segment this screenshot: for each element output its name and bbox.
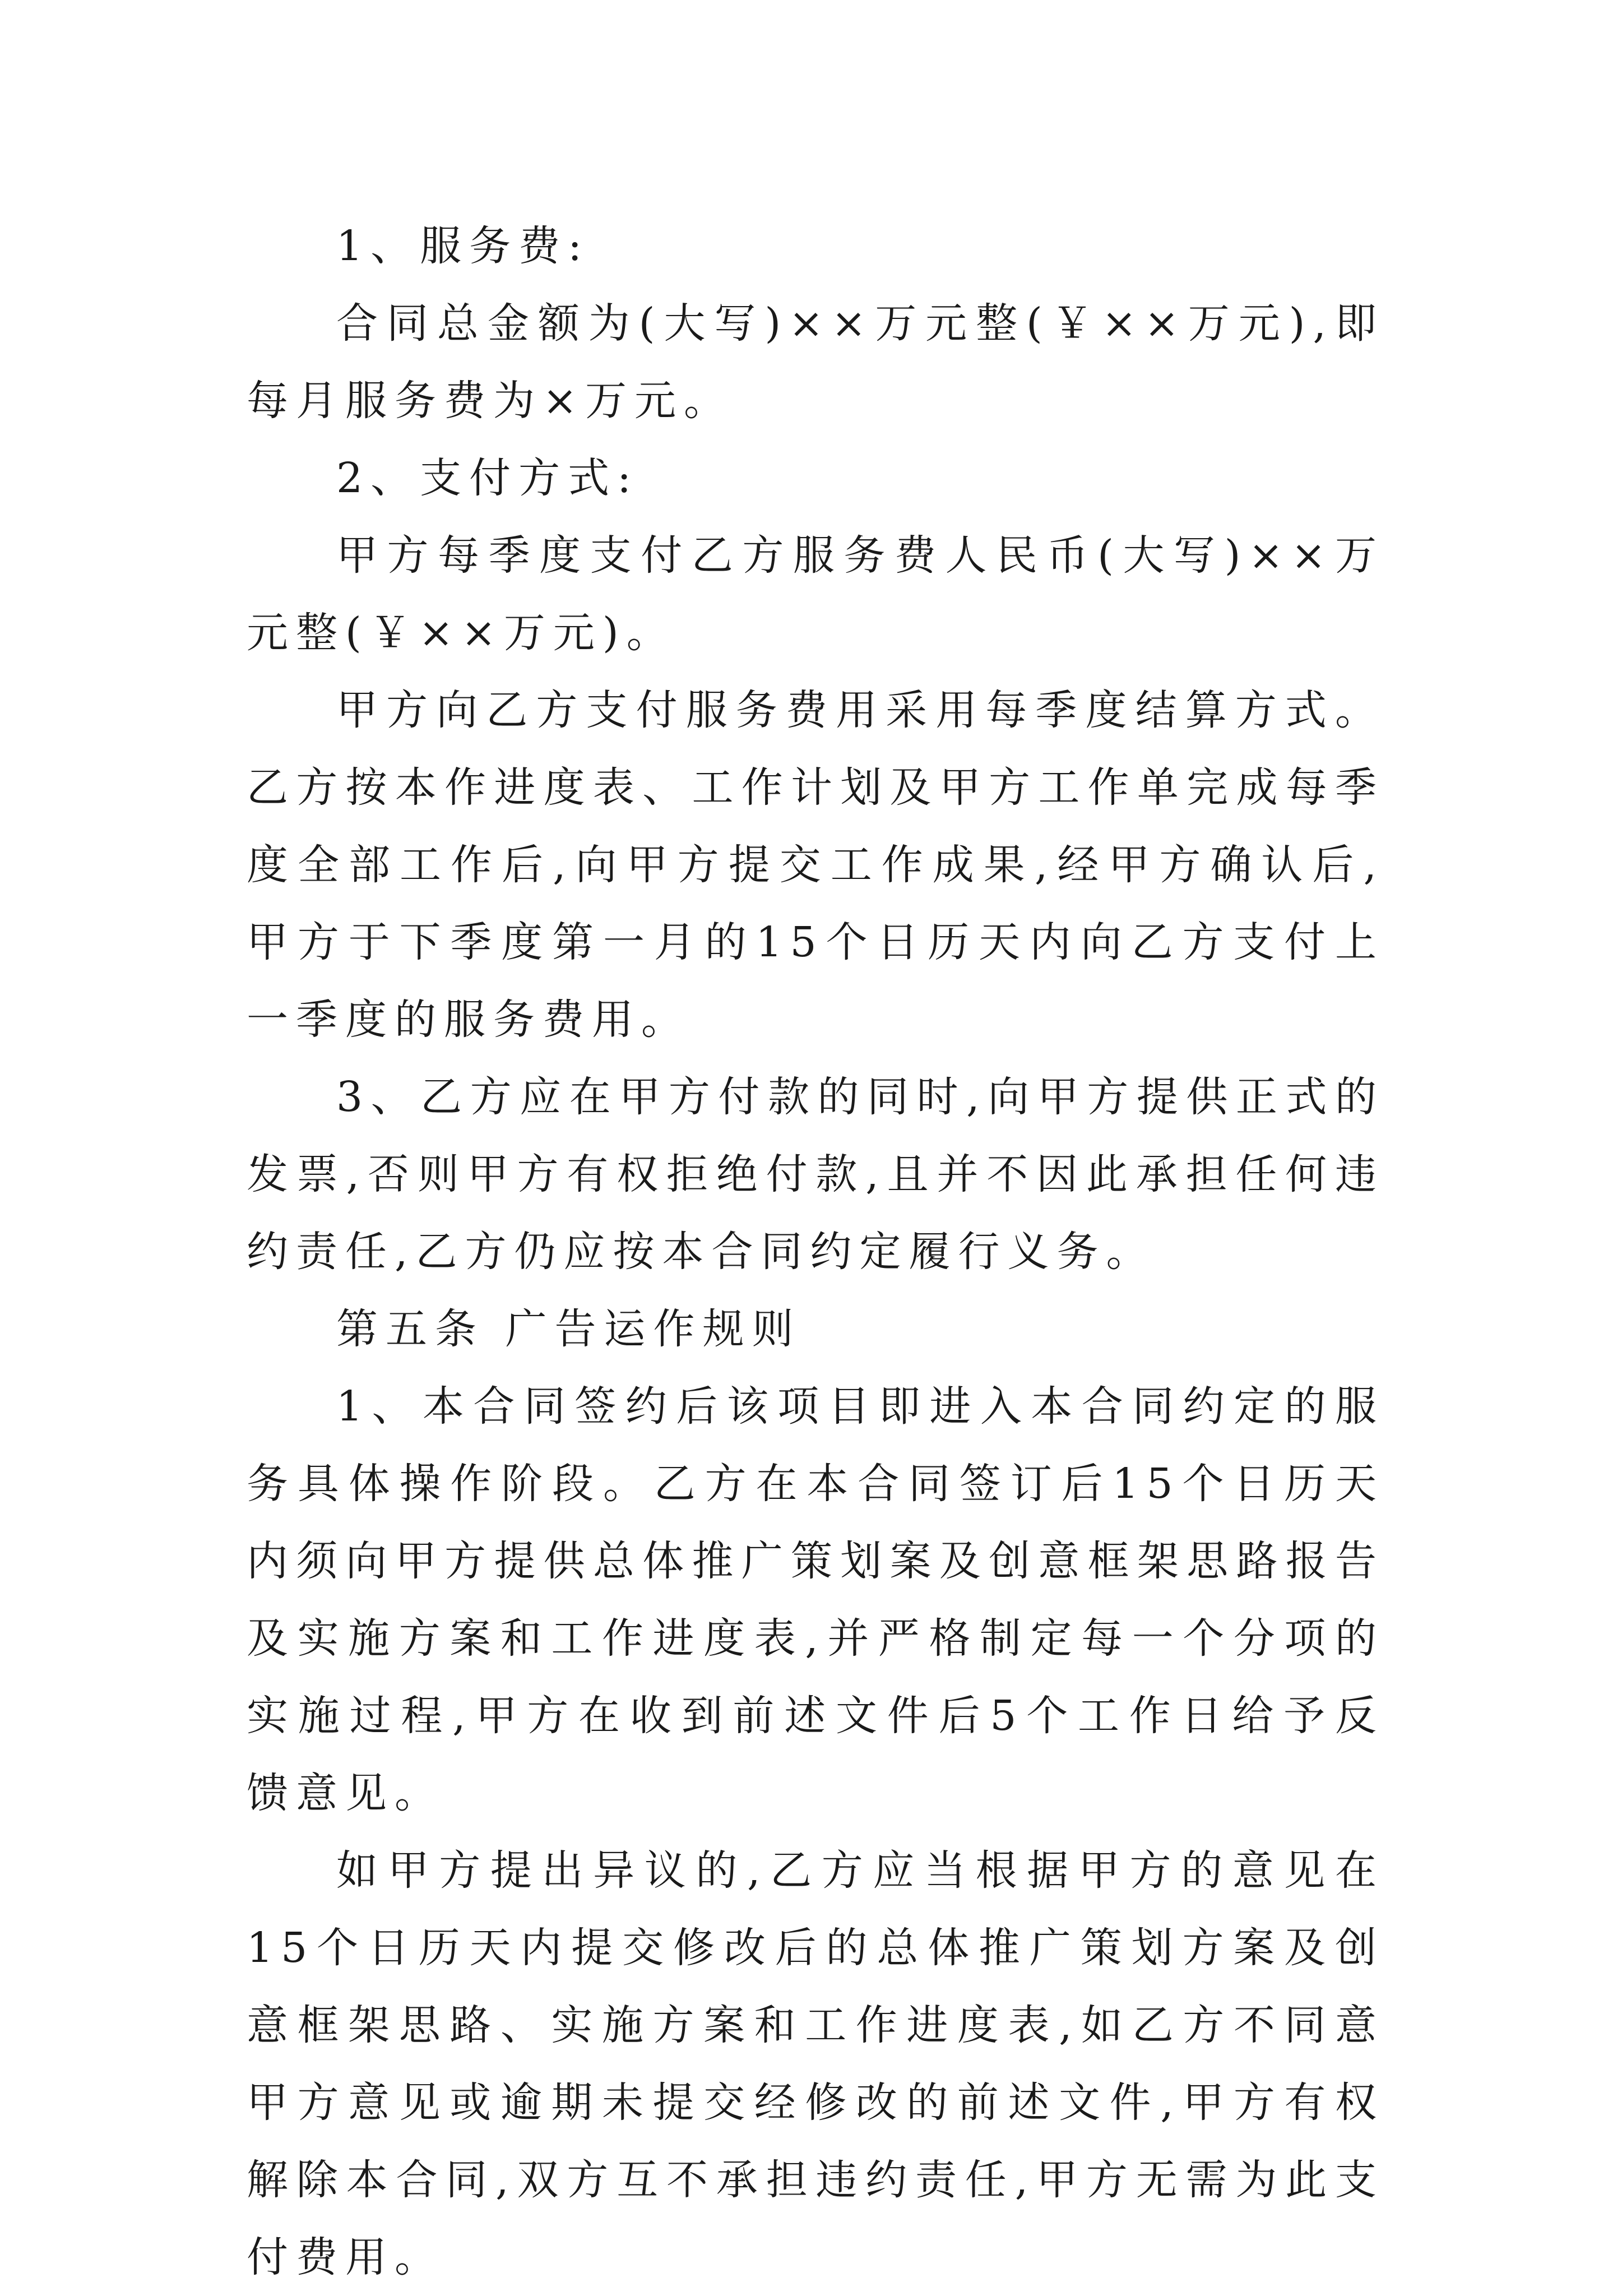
clause-settlement: 甲方向乙方支付服务费用采用每季度结算方式。乙方按本作进度表、工作计划及甲方工作单完成每季度全部工作后,向甲方提交工作成果,经甲方确认后,甲方于下季度第一月的15个日历天内向乙方支付上一季度的服务费用。	[247, 686, 1384, 1044]
document-body	[247, 207, 1384, 2296]
clause-operation-stage: 1、本合同签约后该项目即进入本合同约定的服务具体操作阶段。乙方在本合同签订后15个日历天内须向甲方提供总体推广策划案及创意框架思路报告及实施方案和工作进度表,并严格制定每一个分项的实施过程,甲方在收到前述文件后5个工作日给予反馈意见。	[247, 1382, 1384, 1817]
clause-quarterly-payment: 甲方每季度支付乙方服务费人民币(大写)××万元整(￥××万元)。	[247, 531, 1384, 657]
clause-invoice: 3、乙方应在甲方付款的同时,向甲方提供正式的发票,否则甲方有权拒绝付款,且并不因此承担任何违约责任,乙方仍应按本合同约定履行义务。	[247, 1073, 1384, 1276]
clause-objection: 如甲方提出异议的,乙方应当根据甲方的意见在15个日历天内提交修改后的总体推广策划方案及创意框架思路、实施方案和工作进度表,如乙方不同意甲方意见或逾期未提交经修改的前述文件,甲方有权解除本合同,双方互不承担违约责任,甲方无需为此支付费用。	[247, 1846, 1384, 2281]
clause-payment-method-heading: 2、支付方式:	[336, 454, 639, 502]
clause-service-fee-heading: 1、服务费:	[336, 222, 590, 270]
clause-total-amount: 合同总金额为(大写)××万元整(￥××万元),即每月服务费为×万元。	[247, 299, 1384, 425]
article-five-heading: 第五条 广告运作规则	[336, 1305, 801, 1353]
